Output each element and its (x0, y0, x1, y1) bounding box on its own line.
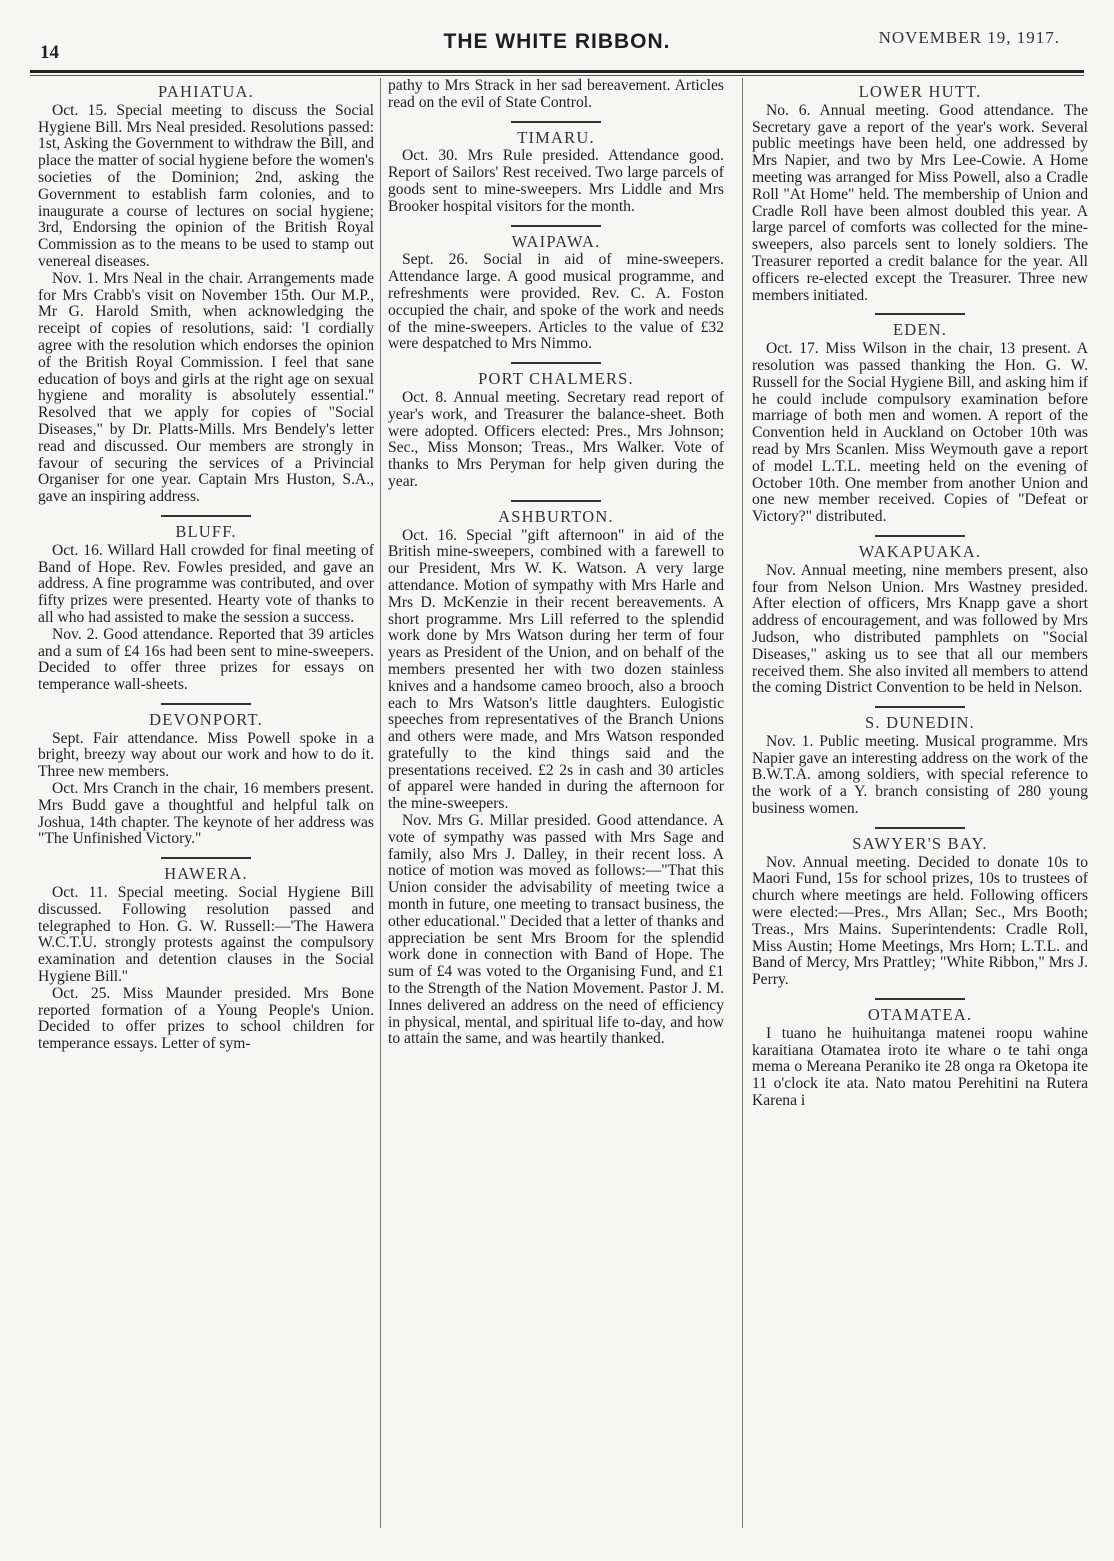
report-paragraph: Nov. Annual meeting, nine members present, also four from Nelson Union. Mrs Wastney presided. After election of officers, Mrs Knapp gave a short address of encouragement, and was followed by Mrs Judson, who distributed pamphlets on "Social Diseases," asking us to see that all our members received them. She also invited all members to attend the coming District Convention to be held in Nelson. (752, 561, 1088, 697)
section-title: TIMARU. (517, 127, 595, 147)
report-section (752, 1007, 1088, 1110)
section-title: EDEN. (892, 320, 948, 340)
report-paragraph: No. 6. Annual meeting. Good attendance. The Secretary gave a report of the year's work. Several public meetings have been held, one addressed by Mrs Napier, and two by Mrs Lee-Cowie. A Home meeting was arranged for Miss Powell, also a Cradle Roll "At Home" held. The membership of Union and Cradle Roll have been almost doubled this year. A large parcel of comforts was collected for the mine-sweepers, also parcels sent to lonely soldiers. The Treasurer reported a credit balance for the year. All officers re-elected except the Treasurer. Three new members initiated. (752, 101, 1088, 304)
report-paragraph: Oct. 16. Willard Hall crowded for final meeting of Band of Hope. Rev. Fowles presided, and gave an address. A fine programme was contributed, and over fifty prizes were presented. Hearty vote of thanks to all who had assisted to make the session a success. (38, 541, 374, 626)
section-title: LOWER HUTT. (858, 82, 982, 101)
section-separator (511, 225, 601, 227)
section-separator (511, 500, 601, 502)
section-separator (161, 703, 251, 705)
report-paragraph: Oct. 11. Special meeting. Social Hygiene Bill discussed. Following resolution passed and telegraphed to Hon. G. W. Russell:—'The Hawera W.C.T.U. strongly protests against the compulsory examination and detention clauses in the Social Hygiene Bill.'' (38, 884, 374, 986)
section-separator (161, 515, 251, 517)
column-divider (742, 78, 743, 1528)
report-section (388, 231, 724, 354)
report-section (38, 866, 374, 1053)
section-title: WAKAPUAKA. (858, 541, 982, 561)
report-paragraph: Oct. Mrs Cranch in the chair, 16 members present. Mrs Budd gave a thoughtful and helpful talk on Joshua, 14th chapter. The keynote of her address was "The Unfinished Victory." (38, 780, 374, 848)
report-section (752, 715, 1088, 818)
column-1 (38, 78, 374, 1053)
report-paragraph: Sept. Fair attendance. Miss Powell spoke in a bright, breezy way about our work and how to do it. Three new members. (38, 729, 374, 781)
section-separator (161, 857, 251, 859)
section-separator (875, 827, 965, 829)
section-separator (875, 706, 965, 708)
section-separator (511, 362, 601, 364)
report-paragraph: Nov. 1. Mrs Neal in the chair. Arrangements made for Mrs Crabb's visit on November 15th. Our M.P., Mr G. Harold Smith, when acknowledging the receipt of copies of resolutions, said: 'I cordially agree with the resolution which endorses the opinion of the British Royal Commission. I feel that sane education of boys and girls at the right age on sexual hygiene and morality is absolutely essential.'' Resolved that we apply for copies of "Social Diseases," by Dr. Platts-Mills. Mrs Bendely's letter read and discussed. Our members are strongly in favour of securing the services of a Privincial Organiser for one year. Captain Mrs Huston, S.A., gave an inspiring address. (38, 269, 374, 506)
page-header (30, 24, 1084, 68)
report-section (388, 506, 724, 1049)
report-section (752, 833, 1088, 989)
report-paragraph: I tuano he huihuitanga matenei roopu wahine karaitiana Otamatea iroto ite whare o te tahi onga mema o Mereana Peraniko ite 28 onga ra Oketopa ite 11 o'clock ite ata. Nato matou Perehitini na Rutera Karena i (752, 1024, 1088, 1110)
report-paragraph: Oct. 17. Miss Wilson in the chair, 13 present. A resolution was passed thanking the Hon. G. W. Russell for the Social Hygiene Bill, and asking him if he could include compulsory examination before marriage of both men and women. A report of the Convention held in Auckland on October 10th was read by Mrs Scanlen. Miss Weymouth gave a report of model L.T.L. meeting held on the evening of October 10th. One member from another Union and one new member received. Copies of "Defeat or Victory?" distributed. (752, 340, 1088, 526)
section-title: PAHIATUA. (158, 82, 254, 101)
section-title: WAIPAWA. (511, 231, 601, 251)
section-title: DEVONPORT. (149, 709, 263, 729)
section-title: ASHBURTON. (498, 506, 614, 526)
masthead: THE WHITE RIBBON. (443, 30, 671, 53)
page-number: 14 (40, 42, 59, 63)
report-section (752, 322, 1088, 526)
section-separator (875, 998, 965, 1000)
report-section (388, 371, 724, 491)
column-divider (380, 78, 381, 1528)
report-paragraph: Oct. 25. Miss Maunder presided. Mrs Bone reported formation of a Young People's Union. Decided to offer prizes to school children for temperance essays. Letter of sym- (38, 984, 374, 1053)
report-paragraph: Nov. 2. Good attendance. Reported that 39 articles and a sum of £4 16s had been sent to mine-sweepers. Decided to offer three prizes for essays on temperance wall-sheets. (38, 625, 374, 694)
report-paragraph: Nov. 1. Public meeting. Musical programme. Mrs Napier gave an interesting address on the work of the B.W.T.A. among soldiers, with special reference to the work of a Y. branch consisting of 280 young business women. (752, 732, 1088, 818)
section-title: HAWERA. (164, 864, 248, 884)
section-separator (875, 535, 965, 537)
report-section (388, 127, 724, 216)
report-paragraph: Nov. Annual meeting. Decided to donate 10s to Maori Fund, 15s for school prizes, 10s to trustees of church where meetings are held. Following officers were elected:—Pres., Mrs Allan; Sec., Mrs Booth; Treas., Mrs Mains. Superintendents: Cradle Roll, Miss Austin; Home Meetings, Mrs Horn; L.T.L. and Band of Mercy, Mrs Prattley; "White Ribbon," Mrs J. Perry. (752, 853, 1088, 989)
column-2 (388, 78, 724, 1048)
report-section (38, 521, 374, 694)
report-paragraph: Oct. 16. Special "gift afternoon" in aid of the British mine-sweepers, combined with a farewell to our President, Mrs W. K. Watson. A very large attendance. Motion of sympathy with Mrs Harle and Mrs D. McKenzie in their recent bereavements. A short programme. Mrs Lill referred to the splendid work done by Mrs Watson during her term of four years as President of the Union, and on behalf of the members presented her with two dozen stainless knives and a handsome cameo brooch, also a brooch each to Mrs Watson's little daughters. Eulogistic speeches from representatives of the Branch Unions and others were made, and Mrs Watson responded gratefully to the kind things said and the presentations received. £2 2s in cash and 30 articles of apparel were handed in during the afternoon for the mine-sweepers. (388, 526, 724, 813)
report-section (388, 78, 724, 112)
report-paragraph: Oct. 15. Special meeting to discuss the Social Hygiene Bill. Mrs Neal presided. Resolutions passed: 1st, Asking the Government to withdraw the Bill, and place the matter of social hygiene before the women's societies of the Dominion; 2nd, asking the Government to establish farm colonies, and to inaugurate a course of lectures on social hygiene; 3rd, Endorsing the opinion of the British Royal Commission as to the means to be used to stamp out venereal diseases. (38, 101, 374, 270)
report-section (38, 84, 374, 506)
report-section (38, 709, 374, 848)
section-separator (511, 121, 601, 123)
section-title: BLUFF. (175, 521, 237, 541)
report-section (752, 84, 1088, 304)
issue-date: NOVEMBER 19, 1917. (878, 28, 1060, 47)
header-rule (30, 70, 1084, 76)
report-section (752, 541, 1088, 697)
report-paragraph: Nov. Mrs G. Millar presided. Good attendance. A vote of sympathy was passed with Mrs Sage and family, also Mrs J. Dalley, in their recent loss. A notice of motion was moved as follows:—"That this Union consider the advisability of meeting twice a month in future, one meeting to transact business, the other educational." Decided that a letter of thanks and appreciation be sent Mrs Broom for the splendid work done in connection with Band of Hope. The sum of £4 was voted to the Organising Fund, and £1 to the Strength of the Nation Movement. Pastor J. M. Innes delivered an address on the need of efficiency in physical, mental, and spiritual life to-day, and how to attain the same, and was heartily thanked. (388, 812, 724, 1048)
section-separator (875, 313, 965, 315)
section-title: PORT CHALMERS. (478, 369, 634, 389)
column-3 (752, 78, 1088, 1110)
section-title: SAWYER'S BAY. (852, 833, 988, 853)
report-paragraph: Sept. 26. Social in aid of mine-sweepers. Attendance large. A good musical programme, and refreshments were provided. Rev. C. A. Foston occupied the chair, and spoke of the work and needs of the mine-sweepers. Articles to the value of £32 were despatched to Mrs Nimmo. (388, 251, 724, 353)
section-title: S. DUNEDIN. (865, 713, 975, 733)
report-paragraph: Oct. 8. Annual meeting. Secretary read report of year's work, and Treasurer the balance-sheet. Both were adopted. Officers elected: Pres., Mrs Johnson; Sec., Miss Monson; Treas., Mrs Walker. Vote of thanks to Mrs Peryman for help given during the year. (388, 388, 724, 490)
report-paragraph: pathy to Mrs Strack in her sad bereavement. Articles read on the evil of State Control. (388, 77, 724, 111)
report-paragraph: Oct. 30. Mrs Rule presided. Attendance good. Report of Sailors' Rest received. Two large parcels of goods sent to mine-sweepers. Mrs Liddle and Mrs Brooker hospital visitors for the month. (388, 147, 724, 215)
section-title: OTAMATEA. (867, 1005, 973, 1025)
